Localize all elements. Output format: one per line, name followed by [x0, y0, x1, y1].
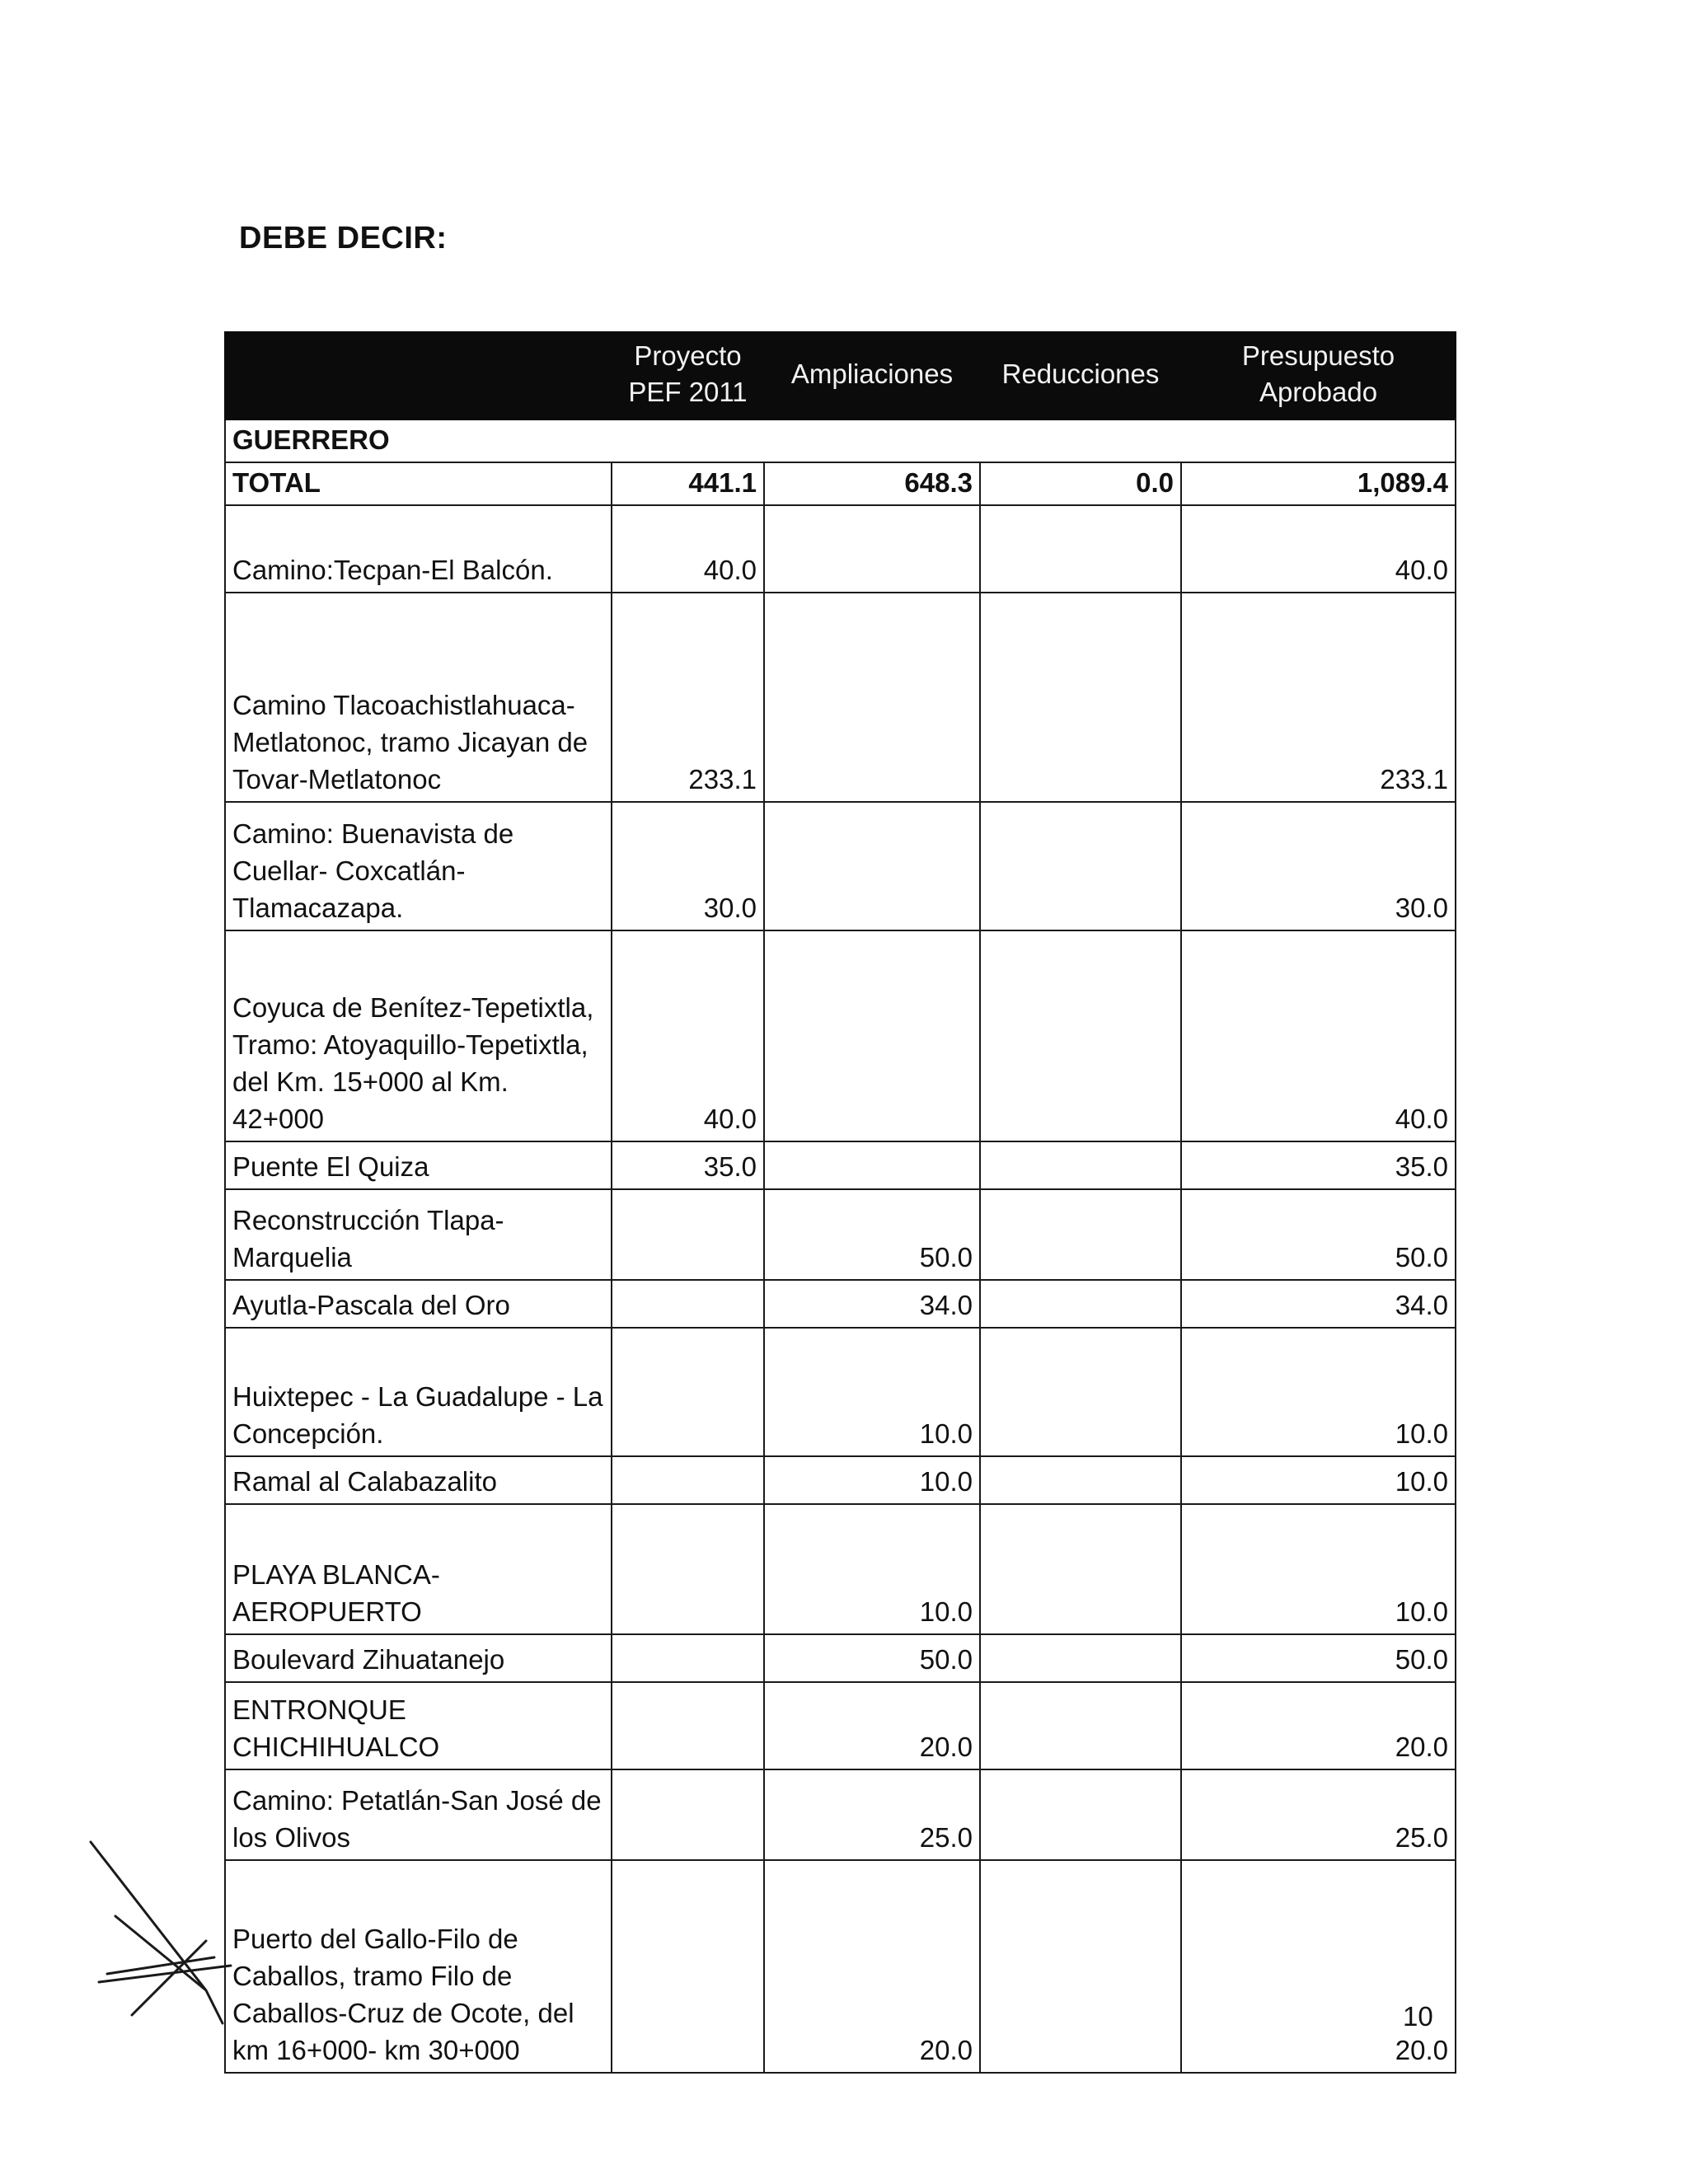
- row-ampliaciones: [764, 802, 980, 930]
- row-aprobado: 40.0: [1181, 930, 1456, 1141]
- table-row: [225, 1189, 1456, 1280]
- row-reducciones: [980, 1634, 1181, 1682]
- row-name: Camino:Tecpan-El Balcón.: [225, 505, 612, 593]
- row-name: PLAYA BLANCA-AEROPUERTO: [225, 1504, 612, 1634]
- row-proyecto: [612, 1504, 764, 1634]
- row-proyecto: [612, 1456, 764, 1504]
- row-ampliaciones: 20.0: [764, 1860, 980, 2073]
- row-ampliaciones: [764, 1141, 980, 1189]
- row-name: Reconstrucción Tlapa-Marquelia: [225, 1189, 612, 1280]
- column-header-aprobado: Presupuesto Aprobado: [1181, 332, 1456, 419]
- row-aprobado: 233.1: [1181, 593, 1456, 802]
- row-ampliaciones: 20.0: [764, 1682, 980, 1769]
- row-ampliaciones: 10.0: [764, 1504, 980, 1634]
- page-number: 10: [1403, 2001, 1433, 2032]
- row-proyecto: [612, 1280, 764, 1328]
- state-label: GUERRERO: [225, 419, 612, 462]
- row-name: Coyuca de Benítez-Tepetixtla, Tramo: Atoyaquillo-Tepetixtla, del Km. 15+000 al Km. 42+000: [225, 930, 612, 1141]
- row-ampliaciones: [764, 593, 980, 802]
- table-row: [225, 1328, 1456, 1456]
- row-aprobado: 30.0: [1181, 802, 1456, 930]
- row-name: Puente El Quiza: [225, 1141, 612, 1189]
- row-name: Ramal al Calabazalito: [225, 1456, 612, 1504]
- row-name: ENTRONQUE CHICHIHUALCO: [225, 1682, 612, 1769]
- total-row: [225, 462, 1456, 505]
- row-reducciones: [980, 930, 1181, 1141]
- column-header-proyecto: Proyecto PEF 2011: [612, 332, 764, 419]
- row-name: Puerto del Gallo-Filo de Caballos, tramo Filo de Caballos-Cruz de Ocote, del km 16+000- km 30+000: [225, 1860, 612, 2073]
- row-reducciones: [980, 1860, 1181, 2073]
- row-name: Camino Tlacoachistlahuaca-Metlatonoc, tramo Jicayan de Tovar-Metlatonoc: [225, 593, 612, 802]
- row-aprobado: 20.0: [1181, 1682, 1456, 1769]
- signature-mark: [82, 1825, 264, 2040]
- table-row: [225, 593, 1456, 802]
- row-reducciones: [980, 1456, 1181, 1504]
- row-reducciones: [980, 505, 1181, 593]
- row-proyecto: [612, 1769, 764, 1860]
- column-header-reducciones: Reducciones: [980, 332, 1181, 419]
- table-row: [225, 1504, 1456, 1634]
- row-name: Camino: Petatlán-San José de los Olivos: [225, 1769, 612, 1860]
- row-aprobado: 20.0: [1181, 1860, 1456, 2073]
- table-row: [225, 802, 1456, 930]
- row-aprobado: 50.0: [1181, 1189, 1456, 1280]
- row-proyecto: [612, 1634, 764, 1682]
- row-proyecto: [612, 1860, 764, 2073]
- table-row: [225, 1860, 1456, 2073]
- row-ampliaciones: [764, 505, 980, 593]
- row-aprobado: 10.0: [1181, 1328, 1456, 1456]
- table-row: [225, 1634, 1456, 1682]
- budget-table: [224, 331, 1456, 2074]
- row-aprobado: 34.0: [1181, 1280, 1456, 1328]
- row-proyecto: 40.0: [612, 930, 764, 1141]
- row-reducciones: [980, 1504, 1181, 1634]
- total-reducciones: 0.0: [980, 462, 1181, 505]
- row-proyecto: [612, 1328, 764, 1456]
- row-aprobado: 35.0: [1181, 1141, 1456, 1189]
- state-blank-cell: [1181, 419, 1456, 462]
- page-heading: DEBE DECIR:: [239, 221, 448, 255]
- row-ampliaciones: 10.0: [764, 1456, 980, 1504]
- row-reducciones: [980, 1328, 1181, 1456]
- row-proyecto: 233.1: [612, 593, 764, 802]
- row-name: Camino: Buenavista de Cuellar- Coxcatlán-Tlamacazapa.: [225, 802, 612, 930]
- row-ampliaciones: 50.0: [764, 1634, 980, 1682]
- row-aprobado: 25.0: [1181, 1769, 1456, 1860]
- state-blank-cell: [612, 419, 764, 462]
- table-row: [225, 1682, 1456, 1769]
- row-aprobado: 50.0: [1181, 1634, 1456, 1682]
- row-reducciones: [980, 1682, 1181, 1769]
- column-header-ampliaciones: Ampliaciones: [764, 332, 980, 419]
- table-row: [225, 1141, 1456, 1189]
- row-reducciones: [980, 802, 1181, 930]
- row-ampliaciones: [764, 930, 980, 1141]
- row-name: Huixtepec - La Guadalupe - La Concepción.: [225, 1328, 612, 1456]
- table-row: [225, 930, 1456, 1141]
- table-row: [225, 505, 1456, 593]
- total-ampliaciones: 648.3: [764, 462, 980, 505]
- row-reducciones: [980, 1141, 1181, 1189]
- table-row: [225, 1456, 1456, 1504]
- row-aprobado: 10.0: [1181, 1456, 1456, 1504]
- row-aprobado: 10.0: [1181, 1504, 1456, 1634]
- state-blank-cell: [980, 419, 1181, 462]
- row-proyecto: 40.0: [612, 505, 764, 593]
- row-ampliaciones: 34.0: [764, 1280, 980, 1328]
- state-blank-cell: [764, 419, 980, 462]
- total-aprobado: 1,089.4: [1181, 462, 1456, 505]
- table-row: [225, 1280, 1456, 1328]
- table-row: [225, 1769, 1456, 1860]
- row-aprobado: 40.0: [1181, 505, 1456, 593]
- row-reducciones: [980, 1769, 1181, 1860]
- row-proyecto: 35.0: [612, 1141, 764, 1189]
- row-proyecto: 30.0: [612, 802, 764, 930]
- row-reducciones: [980, 1189, 1181, 1280]
- row-name: Boulevard Zihuatanejo: [225, 1634, 612, 1682]
- header-blank-cell: [225, 332, 612, 419]
- row-ampliaciones: 50.0: [764, 1189, 980, 1280]
- state-row: [225, 419, 1456, 462]
- row-ampliaciones: 25.0: [764, 1769, 980, 1860]
- row-name: Ayutla-Pascala del Oro: [225, 1280, 612, 1328]
- row-reducciones: [980, 1280, 1181, 1328]
- row-proyecto: [612, 1682, 764, 1769]
- total-label: TOTAL: [225, 462, 612, 505]
- total-proyecto: 441.1: [612, 462, 764, 505]
- row-ampliaciones: 10.0: [764, 1328, 980, 1456]
- table-header-row: [225, 332, 1456, 419]
- row-reducciones: [980, 593, 1181, 802]
- row-proyecto: [612, 1189, 764, 1280]
